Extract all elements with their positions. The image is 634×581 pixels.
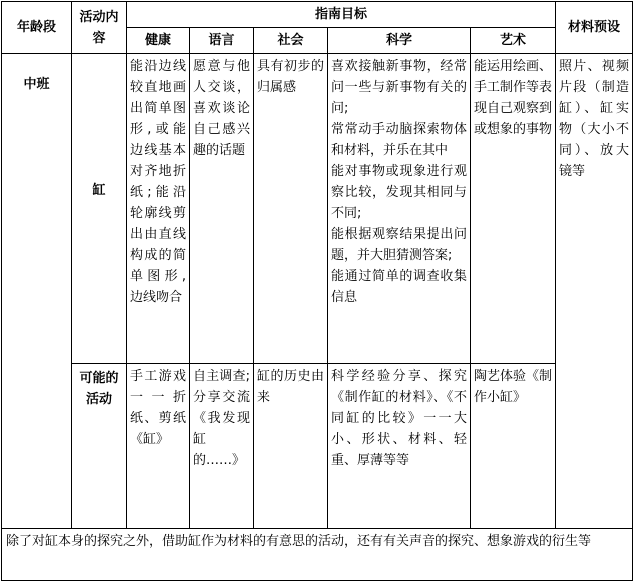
possible-science-cell: 科学经验分享、探究《制作缸的材料》、《不同缸的比较》一一大小、形状、材料、轻重、厚薄等等 bbox=[328, 364, 471, 529]
goal-health-cell: 能沿边线较直地画出简单图形,或能边线基本对齐地折纸;能沿轮廓线剪出由直线构成的简单图形,边线吻合 bbox=[127, 54, 190, 364]
science-goal-line: 能通过简单的调查收集信息 bbox=[331, 269, 467, 305]
science-goal-line: 喜欢接触新事物，经常问一些与新事物有关的问; bbox=[331, 59, 467, 116]
materials-cell: 照片、视频片段（制造缸）、缸实物（大小不同）、放大镜等 bbox=[556, 54, 633, 529]
goal-science-cell bbox=[328, 54, 471, 364]
goal-language-cell: 愿意与他人交谈，喜欢谈论自己感兴趣的话题 bbox=[190, 54, 254, 364]
goal-art-cell: 能运用绘画、手工制作等表现自己观察到或想象的事物 bbox=[471, 54, 556, 364]
guide-goals-header: 指南目标 bbox=[127, 2, 556, 28]
possible-language-cell: 自主调查;分享交流《我发现缸的……》 bbox=[190, 364, 254, 529]
domain-art-header: 艺术 bbox=[471, 28, 556, 54]
science-goal-line: 常常动手动脑探索物体和材料，并乐在其中 bbox=[331, 122, 467, 158]
footer-note: 除了对缸本身的探究之外，借助缸作为材料的有意思的活动，还有有关声音的探究、想象游戏的衍生等 bbox=[2, 529, 633, 581]
domain-health-header: 健康 bbox=[127, 28, 190, 54]
science-goal-line: 能根据观察结果提出问题，并大胆猜测答案; bbox=[331, 227, 467, 263]
materials-header: 材料预设 bbox=[556, 2, 633, 54]
footer-row bbox=[2, 529, 633, 581]
header-row-1 bbox=[2, 2, 633, 28]
domain-science-header: 科学 bbox=[328, 28, 471, 54]
domain-social-header: 社会 bbox=[254, 28, 328, 54]
activity-content-header: 活动内容 bbox=[72, 2, 127, 54]
possible-activities-row bbox=[2, 364, 633, 529]
activity-name-cell: 缸 bbox=[72, 54, 127, 364]
activity-plan-table bbox=[1, 1, 633, 581]
goals-row bbox=[2, 54, 633, 364]
possible-health-cell: 手工游戏一一折纸、剪纸《缸》 bbox=[127, 364, 190, 529]
goal-social-cell: 具有初步的归属感 bbox=[254, 54, 328, 364]
domain-language-header: 语言 bbox=[190, 28, 254, 54]
possible-social-cell: 缸的历史由来 bbox=[254, 364, 328, 529]
science-goal-line: 能对事物或现象进行观察比较，发现其相同与不同; bbox=[331, 164, 467, 221]
age-group-header: 年龄段 bbox=[2, 2, 72, 54]
stage-cell: 中班 bbox=[2, 54, 72, 529]
possible-art-cell: 陶艺体验《制作小缸》 bbox=[471, 364, 556, 529]
possible-activities-label: 可能的活动 bbox=[72, 364, 127, 529]
